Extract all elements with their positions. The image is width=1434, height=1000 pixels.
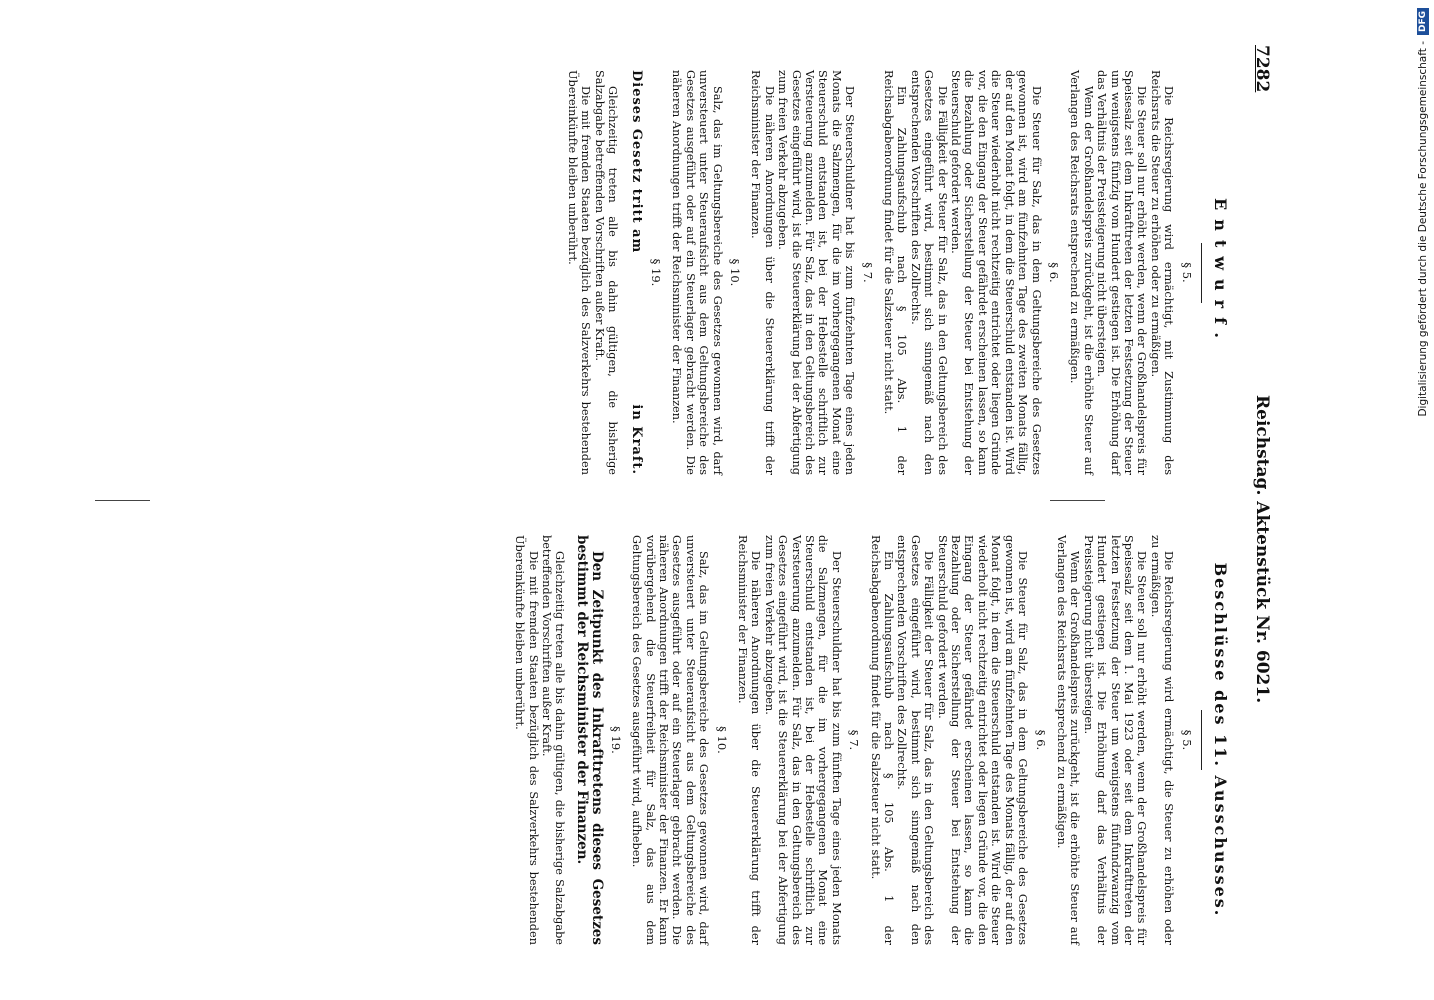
paragraph: Wenn der Großhandelspreis zurückgeht, ist die erhöhte Steuer auf Verlangen des Reichsrats entsprechend zu ermäßigen. — [1068, 70, 1095, 475]
column-divider — [95, 500, 150, 501]
paragraph: Die Reichsregierung wird ermächtigt, die Steuer zu erhöhen oder zu ermäßigen. — [1148, 535, 1176, 945]
title-rule — [1201, 710, 1202, 770]
digitization-text: Digitalisierung gefördert durch die Deutsche Forschungsgemeinschaft - — [1417, 41, 1429, 417]
paragraph: Die Reichsregierung wird ermächtigt, mit Zustimmung des Reichsrats die Steuer zu erhöhen oder zu ermäßigen. — [1148, 70, 1176, 475]
paragraph: Die Steuer für Salz, das in dem Geltungsbereiche des Gesetzes gewonnen ist, wird am fünfzehnten Tage des Monats fällig, der auf den Monat folgt, in dem die Steuerschuld entstanden ist. Wird die Steuer wiederholt nicht rechtzeitig entrichtet oder liegen Gründe vor, die den Eingang der Steuer gefährdet erscheinen lassen, so kann die Bezahlung oder Sicherstellung der Steuer bei Entstehung der Steuerschuld gefordert werden. — [935, 535, 1030, 945]
paragraph: Gleichzeitig treten alle bis dahin gültigen, die bisherige Salzabgabe betreffenden Vorschriften außer Kraft. — [539, 535, 567, 945]
running-title: Reichstag. Aktenstück Nr. 6021. — [1252, 395, 1272, 704]
paragraph: Wenn der Großhandelspreis zurückgeht, ist die erhöhte Steuer auf Verlangen des Reichsrats entsprechend zu ermäßigen. — [1054, 535, 1082, 945]
paragraph: Der Steuerschuldner hat bis zum fünften Tage eines jeden Monats die Salzmengen, für die im vorhergegangenen Monat eine Steuerschuld entstanden ist, bei der Hebestelle schriftlich zur Versteuerung anzumelden. Für Salz, das in den Geltungsbereich des Gesetzes eingeführt wird, ist die Steuererklärung bei der Abfertigung zum freien Verkehr abzugeben. — [762, 535, 843, 945]
paragraph: Ein Zahlungsaufschub nach § 105 Abs. 1 der Reichsabgabenordnung findet für die Salzsteuer nicht statt. — [868, 535, 896, 945]
digitization-note-content — [1416, 8, 1430, 992]
paragraph: Ein Zahlungsaufschub nach § 105 Abs. 1 der Reichsabgabenordnung findet für die Salzsteuer nicht statt. — [882, 70, 909, 475]
paragraph: Die Steuer für Salz, das in dem Geltungsbereiche des Gesetzes gewonnen ist, wird am fünfzehnten Tage des zweiten Monats fällig, der auf den Monat folgt, in dem die Steuerschuld entstanden ist. Wird die Steuer wiederholt nicht rechtzeitig entrichtet oder liegen Gründe vor, die den Eingang der Steuer gefährdet erscheinen lassen, so kann die Bezahlung oder Sicherstellung der Steuer bei Entstehung der Steuerschuld gefordert werden. — [949, 70, 1043, 475]
law-effective-start: Dieses Gesetz tritt am — [628, 70, 644, 254]
section-heading-7: § 7. — [860, 262, 875, 283]
paragraph: Die mit fremden Staaten bezüglich des Salzverkehrs bestehenden Übereinkünfte bleiben unberührt. — [565, 70, 593, 475]
section-heading-10: § 10. — [728, 258, 742, 287]
paragraph: Die näheren Anordnungen über die Steuererklärung trifft der Reichsminister der Finanzen. — [749, 70, 776, 475]
section-heading-19: § 19. — [608, 726, 623, 754]
section-heading-6: § 6. — [1033, 729, 1048, 751]
title-rule — [1201, 243, 1202, 303]
paragraph: Die Steuer soll nur erhöht werden, wenn der Großhandelspreis für Speisesalz seit dem 1. Mai 1923 oder seit dem Inkrafttreten der letzten Festsetzung der Steuer um wenigstens fünfundzwanzig vom Hundert gestiegen ist. Die Erhöhung darf das Verhältnis der Preissteigerung nicht übersteigen. — [1081, 535, 1149, 945]
digitization-note — [1416, 8, 1430, 992]
law-effective-line — [629, 70, 642, 475]
column-title-entwurf: Entwurf. — [1211, 198, 1230, 347]
paragraph: Die Fälligkeit der Steuer für Salz, das in den Geltungsbereich des Gesetzes eingeführt wird, bestimmt sich sinngemäß nach den entsprechenden Vorschriften des Zollrechts. — [908, 70, 949, 475]
paragraph: Die Steuer soll nur erhöht werden, wenn der Großhandelspreis für Speisesalz seit dem Inkrafttreten der letzten Festsetzung der Steuer um wenigstens fünfzig vom Hundert gestiegen ist. Die Erhöhung darf das Verhältnis der Preissteigerung nicht übersteigen. — [1095, 70, 1149, 475]
section-heading-19: § 19. — [648, 258, 663, 287]
column-entwurf — [565, 70, 1230, 475]
section-heading-5: § 5. — [1179, 729, 1194, 751]
page-number: 7282 — [1252, 45, 1272, 93]
paragraph: Die mit fremden Staaten bezüglich des Salzverkehrs bestehenden Übereinkünfte bleiben unberührt. — [513, 535, 540, 945]
section-heading-5: § 5. — [1179, 262, 1194, 283]
paragraph: Salz, das im Geltungsbereiche des Gesetzes gewonnen wird, darf unversteuert unter Steueraufsicht aus dem Geltungsbereiche des Gesetzes ausgeführt oder auf ein Steuerlager gebracht werden. Die näheren Anordnungen trifft der Reichsminister der Finanzen. — [670, 70, 724, 475]
paragraph: Die näheren Anordnungen über die Steuererklärung trifft der Reichsminister der Finanzen. — [736, 535, 763, 945]
paragraph: Der Steuerschuldner hat bis zum fünfzehnten Tage eines jeden Monats die Salzmengen, für die im vorhergegangenen Monat eine Steuerschuld entstanden ist, bei der Hebestelle schriftlich zur Versteuerung anzumelden. Für Salz, das in den Geltungsbereich des Gesetzes eingeführt wird, ist die Steuererklärung bei der Abfertigung zum freien Verkehr abzugeben. — [776, 70, 857, 475]
section-heading-6: § 6. — [1046, 262, 1061, 283]
paragraph: Die Fälligkeit der Steuer für Salz, das in den Geltungsbereich des Gesetzes eingeführt wird, bestimmt sich sinngemäß nach den entsprechenden Vorschriften des Zollrechts. — [895, 535, 936, 945]
column-beschluesse — [513, 535, 1230, 945]
paragraph: Salz, das im Geltungsbereiche des Gesetzes gewonnen wird, darf unversteuert unter Steueraufsicht aus dem Geltungsbereiche des Gesetzes ausgeführt oder auf ein Steuerlager gebracht werden. Die näheren Anordnungen trifft der Reichsminister der Finanzen. Er kann vorübergehend die Steuerfreiheit für Salz, das aus dem Geltungsbereich des Gesetzes ausgeführt wird, aufheben. — [630, 535, 711, 945]
page-header — [1242, 45, 1272, 945]
column-title-beschluesse: Beschlüsse des 11. Ausschusses. — [1211, 562, 1230, 918]
column-divider — [1050, 500, 1105, 501]
dfg-logo-icon: DFG — [1417, 8, 1429, 35]
law-effective-end: in Kraft. — [628, 404, 644, 475]
paragraph-bold: Den Zeitpunkt des Inkrafttretens dieses Gesetzes bestimmt der Reichsminister der Finanzen. — [574, 535, 606, 945]
paragraph: Gleichzeitig treten alle bis dahin gültigen, die bisherige Salzabgabe betreffenden Vorschriften außer Kraft. — [592, 70, 620, 475]
section-heading-10: § 10. — [714, 726, 729, 754]
section-heading-7: § 7. — [847, 729, 862, 751]
